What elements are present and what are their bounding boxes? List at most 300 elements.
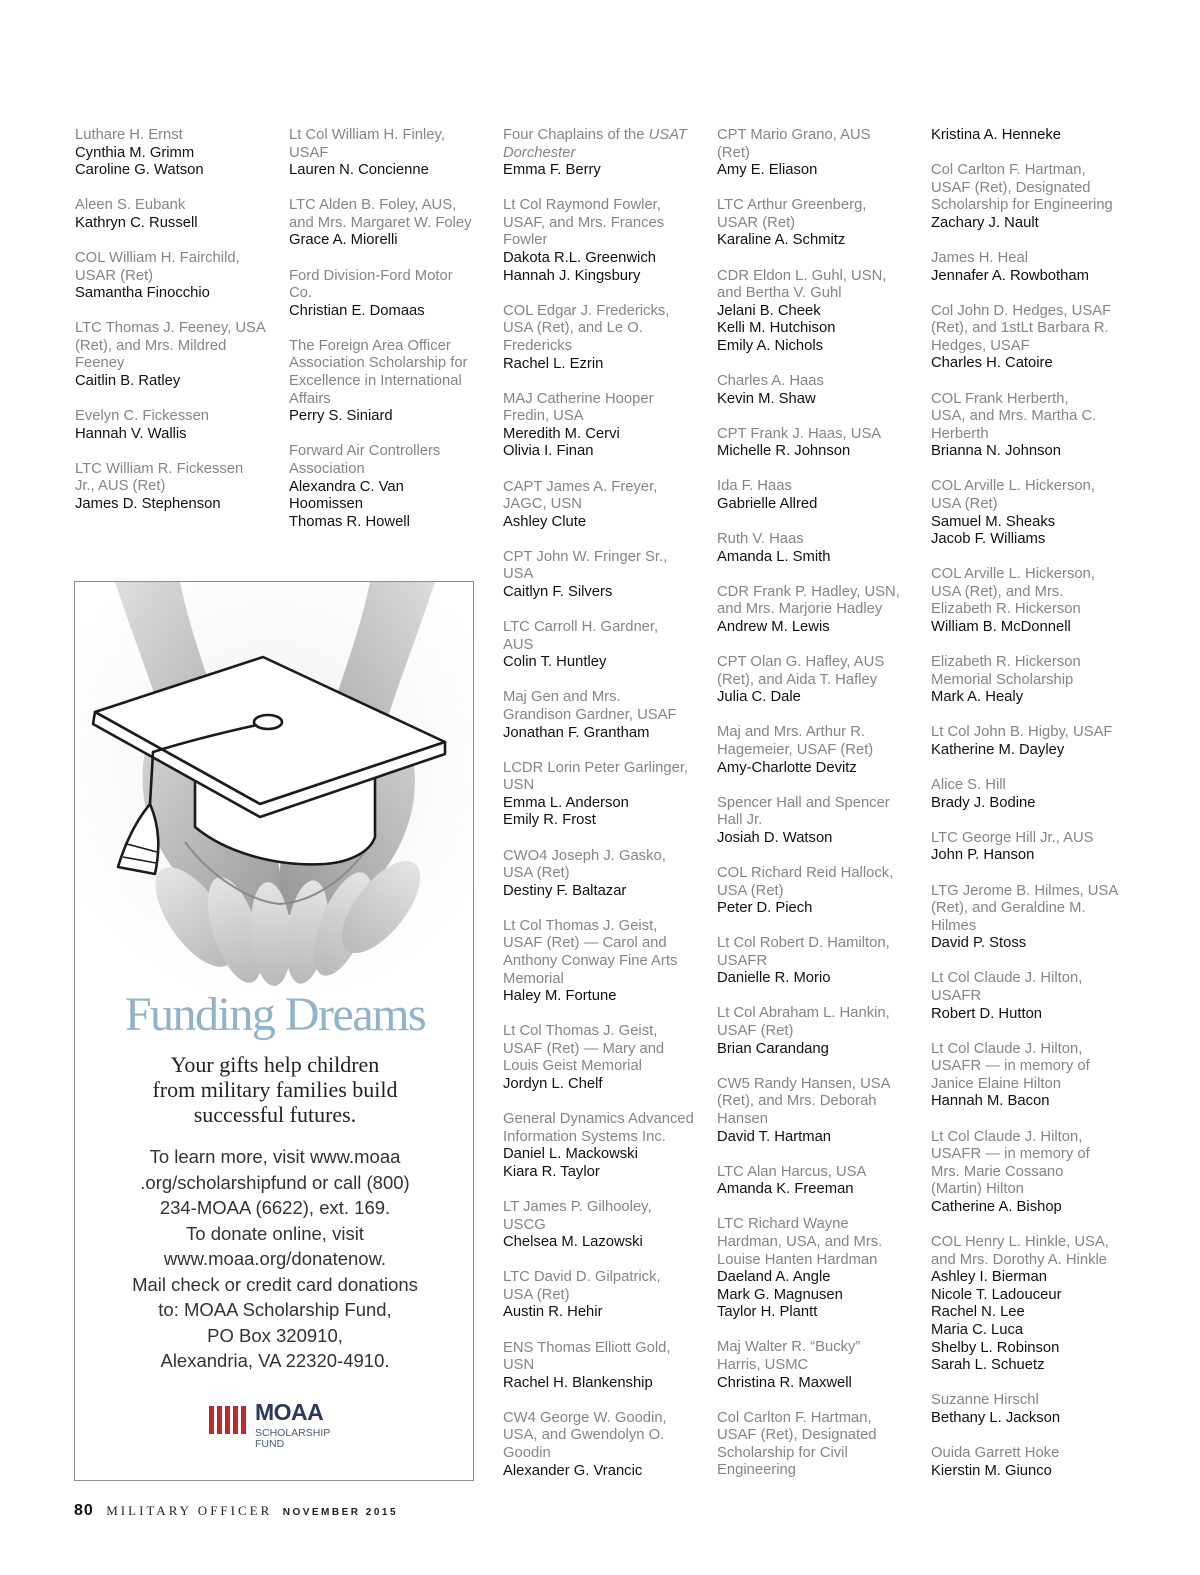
ad-subhead-line: from military families build bbox=[152, 1077, 398, 1102]
recipient-name: Ashley I. Bierman bbox=[931, 1269, 1047, 1286]
ad-subhead bbox=[115, 1052, 435, 1127]
recipient-name: Bethany L. Jackson bbox=[931, 1409, 1061, 1426]
honoree-line: Col Carlton F. Hartman, bbox=[717, 1409, 872, 1426]
moaa-scholarship-fund-logo bbox=[209, 1399, 349, 1459]
recipient-name: Kiara R. Taylor bbox=[503, 1163, 600, 1180]
honoree-line: Col Carlton F. Hartman, bbox=[931, 162, 1086, 179]
recipient-name: Emma L. Anderson bbox=[503, 794, 629, 811]
honoree-line: USA (Ret) bbox=[717, 882, 784, 899]
honoree-line: Anthony Conway Fine Arts bbox=[503, 952, 678, 969]
honoree-line: (Ret) bbox=[717, 144, 750, 161]
honor-roll-entry bbox=[503, 760, 699, 830]
recipient-name: Hoomissen bbox=[289, 496, 364, 513]
honor-roll-entry bbox=[931, 303, 1127, 373]
recipient-name: William B. McDonnell bbox=[931, 619, 1071, 636]
honor-roll-entry bbox=[717, 531, 913, 566]
honoree-line: LT James P. Gilhooley, bbox=[503, 1199, 652, 1215]
honoree-line: Memorial bbox=[503, 970, 564, 987]
honoree-line: Elizabeth R. Hickerson bbox=[931, 654, 1081, 671]
honor-roll-entry bbox=[717, 127, 913, 180]
recipient-name: Rachel H. Blankenship bbox=[503, 1374, 653, 1391]
honor-roll-entry bbox=[503, 391, 699, 461]
recipient-name: Peter D. Piech bbox=[717, 900, 813, 917]
honoree-line: USAR (Ret) bbox=[75, 267, 154, 284]
recipient-name: Grace A. Miorelli bbox=[289, 232, 398, 249]
honoree-line: Dorchester bbox=[503, 144, 576, 161]
recipient-name: Emily R. Frost bbox=[503, 812, 596, 829]
honor-roll-entry bbox=[503, 848, 699, 901]
recipient-name: Colin T. Huntley bbox=[503, 654, 607, 671]
honor-roll-entry bbox=[75, 461, 271, 514]
honor-roll-entry bbox=[289, 197, 485, 250]
honor-roll-entry bbox=[503, 1269, 699, 1322]
honoree-line: General Dynamics Advanced bbox=[503, 1111, 694, 1128]
recipient-name: Hannah M. Bacon bbox=[931, 1093, 1050, 1110]
honoree-line: Maj Walter R. “Bucky” bbox=[717, 1339, 861, 1356]
honoree-line: and Mrs. Dorothy A. Hinkle bbox=[931, 1251, 1107, 1268]
honoree-line: (Ret), and 1stLt Barbara R. bbox=[931, 320, 1109, 337]
honor-roll-entry bbox=[931, 250, 1127, 285]
recipient-name: Daeland A. Angle bbox=[717, 1269, 831, 1286]
recipient-name: Charles H. Catoire bbox=[931, 355, 1053, 372]
flag-stripes-icon bbox=[209, 1404, 249, 1436]
honor-roll-entry bbox=[717, 1164, 913, 1199]
honor-roll-entry bbox=[931, 478, 1127, 548]
honoree-line: Four Chaplains of the USAT bbox=[503, 127, 687, 143]
honor-roll-entry bbox=[931, 724, 1127, 759]
honor-roll-entry bbox=[931, 1445, 1127, 1480]
recipient-name: Karaline A. Schmitz bbox=[717, 232, 846, 249]
honoree-line: USAF (Ret) — Carol and bbox=[503, 935, 667, 952]
recipient-name: Shelby L. Robinson bbox=[931, 1339, 1060, 1356]
ad-body-line: 234-MOAA (6622), ext. 169. bbox=[159, 1197, 391, 1218]
recipient-name: Caroline G. Watson bbox=[75, 162, 204, 179]
ad-body-line: to: MOAA Scholarship Fund, bbox=[158, 1299, 392, 1320]
recipient-name: Kierstin M. Giunco bbox=[931, 1462, 1052, 1479]
honoree-line: JAGC, USN bbox=[503, 496, 582, 513]
honoree-line: Memorial Scholarship bbox=[931, 671, 1074, 688]
recipient-name: Samantha Finocchio bbox=[75, 285, 210, 302]
honor-roll-entry bbox=[503, 689, 699, 742]
honor-roll-entry bbox=[717, 724, 913, 777]
recipient-name: Perry S. Siniard bbox=[289, 408, 393, 425]
logo-subtitle: SCHOLARSHIP FUND bbox=[255, 1427, 331, 1450]
honoree-line: USAFR bbox=[931, 987, 982, 1004]
honoree-line: Excellence in International bbox=[289, 373, 462, 390]
honoree-line: (Ret), and Mrs. Mildred bbox=[75, 337, 227, 354]
honoree-line: LTC George Hill Jr., AUS bbox=[931, 829, 1094, 846]
honoree-line: CPT Olan G. Hafley, AUS bbox=[717, 654, 885, 671]
honor-roll-entry bbox=[931, 654, 1127, 707]
honoree-line: CWO4 Joseph J. Gasko, bbox=[503, 847, 666, 864]
honoree-line: USAFR — in memory of bbox=[931, 1146, 1090, 1163]
ad-body-line: www.moaa.org/donatenow. bbox=[163, 1248, 387, 1269]
honoree-line: USA, and Gwendolyn O. bbox=[503, 1427, 665, 1444]
honoree-line: Lt Col Thomas J. Geist, bbox=[503, 1023, 658, 1040]
honor-roll-entry bbox=[75, 197, 271, 232]
honor-roll-entry bbox=[931, 1129, 1127, 1217]
recipient-name: Jordyn L. Chelf bbox=[503, 1076, 603, 1093]
honor-roll-entry bbox=[717, 426, 913, 461]
recipient-name: Alexander G. Vrancic bbox=[503, 1462, 643, 1479]
honoree-line: Lt Col Claude J. Hilton, bbox=[931, 1040, 1083, 1057]
honoree-line: LTC William R. Fickessen bbox=[75, 460, 244, 477]
honor-roll-entry bbox=[503, 918, 699, 1006]
honor-roll-entry bbox=[289, 127, 485, 180]
recipient-name: Mark G. Magnusen bbox=[717, 1286, 843, 1303]
recipient-name: John P. Hanson bbox=[931, 847, 1035, 864]
recipient-name: Amanda K. Freeman bbox=[717, 1181, 854, 1198]
recipient-name: Cynthia M. Grimm bbox=[75, 144, 195, 161]
honoree-line: and Mrs. Marjorie Hadley bbox=[717, 601, 883, 618]
honoree-line: Lt Col Claude J. Hilton, bbox=[931, 970, 1083, 987]
issue-date: NOVEMBER 2015 bbox=[282, 1507, 399, 1518]
ad-body-line: PO Box 320910, bbox=[207, 1324, 343, 1346]
honoree-line: (Ret), and Geraldine M. bbox=[931, 900, 1086, 917]
recipient-name: Caitlyn F. Silvers bbox=[503, 583, 613, 600]
honor-roll-entry bbox=[503, 1340, 699, 1393]
honoree-line: CAPT James A. Freyer, bbox=[503, 478, 658, 495]
honor-roll-entry bbox=[503, 303, 699, 373]
honoree-line: CW5 Randy Hansen, USA bbox=[717, 1075, 891, 1092]
honor-roll-entry bbox=[503, 127, 699, 180]
honoree-line: COL Arville L. Hickerson, bbox=[931, 478, 1095, 495]
recipient-name: Dakota R.L. Greenwich bbox=[503, 250, 656, 267]
honoree-line: Fowler bbox=[503, 232, 548, 249]
recipient-name: Taylor H. Plantt bbox=[717, 1304, 818, 1321]
recipient-name: Josiah D. Watson bbox=[717, 829, 833, 846]
ad-body-line: Mail check or credit card donations bbox=[132, 1273, 418, 1295]
honoree-line: Forward Air Controllers bbox=[289, 443, 441, 460]
recipient-name: Christian E. Domaas bbox=[289, 302, 425, 319]
honoree-line: Alice S. Hill bbox=[931, 777, 1006, 794]
honoree-line: Association bbox=[289, 460, 365, 477]
honor-roll-entry bbox=[717, 373, 913, 408]
list-column-5 bbox=[931, 127, 1127, 1498]
recipient-name: Hannah J. Kingsbury bbox=[503, 267, 641, 284]
recipient-name: Caitlin B. Ratley bbox=[75, 373, 181, 390]
recipient-name: Jacob F. Williams bbox=[931, 531, 1046, 548]
honor-roll-entry bbox=[503, 1199, 699, 1252]
honoree-line: Evelyn C. Fickessen bbox=[75, 408, 210, 425]
honoree-line: Grandison Gardner, USAF bbox=[503, 706, 677, 723]
recipient-name: Emily A. Nichols bbox=[717, 337, 824, 354]
ad-subhead-line: Your gifts help children bbox=[170, 1052, 380, 1077]
honoree-line: COL Arville L. Hickerson, bbox=[931, 566, 1095, 583]
recipient-name: Amy-Charlotte Devitz bbox=[717, 759, 857, 776]
honoree-line: Ida F. Haas bbox=[717, 478, 792, 495]
honor-roll-entry bbox=[503, 479, 699, 532]
honoree-line: Mrs. Marie Cossano bbox=[931, 1163, 1064, 1180]
honoree-line: Hagemeier, USAF (Ret) bbox=[717, 741, 874, 758]
honoree-line: USA bbox=[503, 566, 534, 583]
honoree-line: (Martin) Hilton bbox=[931, 1181, 1024, 1198]
recipient-name: Meredith M. Cervi bbox=[503, 425, 620, 442]
honor-roll-entry bbox=[503, 1023, 699, 1093]
recipient-name: Lauren N. Concienne bbox=[289, 162, 429, 179]
recipient-name: Emma F. Berry bbox=[503, 162, 601, 179]
honor-roll-entry bbox=[717, 197, 913, 250]
honoree-line: The Foreign Area Officer bbox=[289, 337, 451, 354]
honoree-line: CDR Frank P. Hadley, USN, bbox=[717, 583, 900, 600]
honor-roll-entry bbox=[717, 654, 913, 707]
ad-body-line: To donate online, visit bbox=[186, 1222, 364, 1244]
list-column-4 bbox=[717, 127, 913, 1498]
honoree-line: COL Richard Reid Hallock, bbox=[717, 864, 894, 881]
recipient-name: Julia C. Dale bbox=[717, 689, 801, 706]
honoree-line: Ford Division-Ford Motor bbox=[289, 267, 453, 284]
honor-roll-entry bbox=[717, 1216, 913, 1322]
recipient-name: Brian Carandang bbox=[717, 1040, 829, 1057]
honoree-line: Lt Col Robert D. Hamilton, bbox=[717, 935, 890, 952]
honoree-line: Jr., AUS (Ret) bbox=[75, 478, 166, 495]
honoree-line: CPT Mario Grano, AUS bbox=[717, 127, 871, 143]
recipient-name: Ashley Clute bbox=[503, 513, 587, 530]
recipient-name: James D. Stephenson bbox=[75, 496, 221, 512]
honoree-line: USAF, and Mrs. Frances bbox=[503, 214, 665, 231]
recipient-name: Samuel M. Sheaks bbox=[931, 513, 1056, 530]
honoree-line: (Ret), and Aida T. Hafley bbox=[717, 671, 878, 688]
recipient-name: Haley M. Fortune bbox=[503, 988, 617, 1005]
honor-roll-entry bbox=[503, 1410, 699, 1480]
honoree-line: Fredin, USA bbox=[503, 408, 584, 425]
honoree-line: USAF bbox=[289, 144, 329, 161]
honoree-line: Charles A. Haas bbox=[717, 373, 824, 390]
honor-roll-entry bbox=[503, 619, 699, 672]
honor-roll-entry bbox=[75, 127, 271, 180]
recipient-name: David T. Hartman bbox=[717, 1128, 832, 1145]
honoree-line: MAJ Catherine Hooper bbox=[503, 390, 654, 407]
list-column-1 bbox=[75, 127, 271, 531]
recipient-name: Jelani B. Cheek bbox=[717, 302, 821, 319]
recipient-name: Mark A. Healy bbox=[931, 689, 1024, 706]
honor-roll-entry bbox=[717, 478, 913, 513]
recipient-name: Michelle R. Johnson bbox=[717, 443, 851, 460]
honoree-line: Harris, USMC bbox=[717, 1356, 809, 1373]
honoree-line: USA (Ret), and Le O. bbox=[503, 320, 643, 337]
honor-roll-entry bbox=[503, 549, 699, 602]
recipient-name: Olivia I. Finan bbox=[503, 443, 594, 460]
honoree-line: Hardman, USA, and Mrs. bbox=[717, 1233, 883, 1250]
honor-roll-entry bbox=[289, 338, 485, 426]
ad-subhead-line: successful futures. bbox=[193, 1102, 357, 1127]
honoree-line: Affairs bbox=[289, 390, 331, 407]
honoree-line: LCDR Lorin Peter Garlinger, bbox=[503, 759, 689, 776]
page-footer bbox=[74, 1502, 398, 1520]
honoree-line: LTC Alden B. Foley, AUS, bbox=[289, 197, 457, 214]
recipient-name: Danielle R. Morio bbox=[717, 970, 831, 987]
honor-roll-entry bbox=[289, 443, 485, 531]
honor-roll-entry bbox=[717, 584, 913, 637]
honor-roll-entry bbox=[75, 250, 271, 303]
honoree-line: Herberth bbox=[931, 425, 989, 442]
recipient-name: Thomas R. Howell bbox=[289, 513, 410, 530]
honoree-line: Association Scholarship for bbox=[289, 355, 468, 372]
recipient-name: Sarah L. Schuetz bbox=[931, 1357, 1045, 1374]
honor-roll-entry bbox=[717, 865, 913, 918]
honoree-line: Louise Hanten Hardman bbox=[717, 1251, 878, 1268]
ad-body-line: To learn more, visit www.moaa bbox=[149, 1146, 401, 1167]
honoree-line: Ouida Garrett Hoke bbox=[931, 1444, 1060, 1461]
honoree-line: (Ret), and Mrs. Deborah bbox=[717, 1093, 877, 1110]
honoree-line: and Bertha V. Guhl bbox=[717, 285, 842, 302]
honoree-line: USA, and Mrs. Martha C. bbox=[931, 408, 1097, 425]
honor-roll-entry bbox=[503, 197, 699, 285]
honoree-line: USCG bbox=[503, 1216, 546, 1233]
honoree-line: USA (Ret), and Mrs. bbox=[931, 583, 1064, 600]
recipient-name: Jonathan F. Grantham bbox=[503, 724, 650, 741]
recipient-name: Rachel L. Ezrin bbox=[503, 355, 604, 372]
honoree-line: Hall Jr. bbox=[717, 812, 763, 829]
honoree-line: Goodin bbox=[503, 1445, 551, 1462]
recipient-name: Hannah V. Wallis bbox=[75, 425, 187, 442]
recipient-name: Brianna N. Johnson bbox=[931, 443, 1061, 460]
recipient-name: Austin R. Hehir bbox=[503, 1304, 603, 1321]
honor-roll-entry bbox=[931, 1392, 1127, 1427]
honoree-line: USA (Ret) bbox=[503, 1286, 570, 1303]
honor-roll-entry bbox=[717, 1410, 913, 1480]
honor-roll-entry bbox=[931, 127, 1127, 145]
honoree-line: Information Systems Inc. bbox=[503, 1128, 666, 1145]
honor-roll-entry bbox=[717, 1005, 913, 1058]
honoree-line: CPT John W. Fringer Sr., bbox=[503, 548, 668, 565]
honoree-line: USAF (Ret) bbox=[717, 1023, 794, 1040]
honor-roll-entry bbox=[75, 320, 271, 390]
recipient-name: Brady J. Bodine bbox=[931, 794, 1036, 811]
honoree-line: Engineering bbox=[717, 1462, 796, 1479]
honoree-line: LTC David D. Gilpatrick, bbox=[503, 1269, 661, 1286]
honor-roll-entry bbox=[717, 795, 913, 848]
magazine-name: MILITARY OFFICER bbox=[106, 1503, 273, 1518]
recipient-name: Nicole T. Ladouceur bbox=[931, 1286, 1062, 1303]
honoree-line: Scholarship for Civil bbox=[717, 1444, 848, 1461]
honor-roll-entry bbox=[931, 1041, 1127, 1111]
honor-roll-entry bbox=[717, 935, 913, 988]
honor-roll-entry bbox=[931, 391, 1127, 461]
honoree-line: USAF (Ret), Designated bbox=[717, 1427, 877, 1444]
honor-roll-entry bbox=[503, 1111, 699, 1181]
ad-body-text bbox=[105, 1144, 445, 1374]
recipient-name: Alexandra C. Van bbox=[289, 478, 404, 495]
honoree-line: James H. Heal bbox=[931, 249, 1029, 266]
honoree-line: Maj and Mrs. Arthur R. bbox=[717, 724, 866, 741]
honoree-line: CDR Eldon L. Guhl, USN, bbox=[717, 267, 887, 284]
honor-roll-entry bbox=[931, 883, 1127, 953]
recipient-name: Christina R. Maxwell bbox=[717, 1374, 852, 1391]
honoree-line: Lt Col Abraham L. Hankin, bbox=[717, 1005, 890, 1022]
honor-roll-entry bbox=[717, 268, 913, 356]
honoree-line: Maj Gen and Mrs. bbox=[503, 689, 621, 706]
honoree-line: CPT Frank J. Haas, USA bbox=[717, 425, 882, 442]
honoree-line: Fredericks bbox=[503, 337, 573, 354]
ad-headline: Funding Dreams bbox=[124, 988, 426, 1041]
honoree-line: LTC Thomas J. Feeney, USA bbox=[75, 320, 266, 337]
recipient-name: Zachary J. Nault bbox=[931, 214, 1039, 231]
honoree-line: Hansen bbox=[717, 1110, 769, 1127]
recipient-name: Catherine A. Bishop bbox=[931, 1198, 1062, 1215]
honoree-line: Lt Col Thomas J. Geist, bbox=[503, 917, 658, 934]
recipient-name: Gabrielle Allred bbox=[717, 496, 818, 512]
recipient-name: Kathryn C. Russell bbox=[75, 214, 198, 231]
honoree-line: USAR (Ret) bbox=[717, 214, 796, 231]
honoree-line: USAFR bbox=[717, 952, 768, 969]
honor-roll-entry bbox=[931, 162, 1127, 232]
honor-roll-entry bbox=[289, 268, 485, 321]
logo-wordmark: MOAA bbox=[255, 1399, 324, 1425]
honoree-line: Lt Col Raymond Fowler, bbox=[503, 197, 661, 214]
recipient-name: Rachel N. Lee bbox=[931, 1304, 1025, 1321]
honoree-line: LTC Richard Wayne bbox=[717, 1216, 849, 1233]
honor-roll-entry bbox=[931, 566, 1127, 636]
honoree-line: USN bbox=[503, 1357, 535, 1374]
recipient-name: Maria C. Luca bbox=[931, 1321, 1024, 1338]
honoree-line: Spencer Hall and Spencer bbox=[717, 794, 890, 811]
recipient-name: Amy E. Eliason bbox=[717, 162, 818, 179]
honoree-line: Hilmes bbox=[931, 917, 977, 934]
honoree-line: Scholarship for Engineering bbox=[931, 197, 1113, 214]
honoree-line: Hedges, USAF bbox=[931, 337, 1030, 354]
honor-roll-entry bbox=[75, 408, 271, 443]
list-column-2 bbox=[289, 127, 485, 549]
honor-roll-entry bbox=[931, 777, 1127, 812]
recipient-name: Kristina A. Henneke bbox=[931, 127, 1061, 143]
honoree-line: Col John D. Hedges, USAF bbox=[931, 302, 1112, 319]
honoree-line: LTC Alan Harcus, USA bbox=[717, 1163, 867, 1180]
honoree-line: LTC Arthur Greenberg, bbox=[717, 197, 867, 214]
recipient-name: David P. Stoss bbox=[931, 935, 1027, 952]
recipient-name: Daniel L. Mackowski bbox=[503, 1146, 638, 1163]
honoree-line: and Mrs. Margaret W. Foley bbox=[289, 214, 472, 231]
honoree-line: COL Edgar J. Fredericks, bbox=[503, 302, 670, 319]
honoree-line: Louis Geist Memorial bbox=[503, 1058, 642, 1075]
honoree-line: Co. bbox=[289, 285, 313, 302]
honoree-line: Luthare H. Ernst bbox=[75, 127, 183, 143]
ad-body-line: .org/scholarshipfund or call (800) bbox=[140, 1171, 410, 1193]
honoree-line: USN bbox=[503, 777, 535, 794]
recipient-name: Kevin M. Shaw bbox=[717, 390, 816, 407]
recipient-name: Robert D. Hutton bbox=[931, 1005, 1043, 1022]
cupped-hands-graduation-cap-illustration bbox=[75, 582, 474, 987]
ad-body-line: Alexandria, VA 22320-4910. bbox=[160, 1350, 390, 1371]
recipient-name: Chelsea M. Lazowski bbox=[503, 1234, 643, 1251]
honoree-line: Elizabeth R. Hickerson bbox=[931, 601, 1081, 618]
recipient-name: Kelli M. Hutchison bbox=[717, 320, 836, 337]
honoree-line: Ruth V. Haas bbox=[717, 531, 804, 548]
honoree-line: COL William H. Fairchild, bbox=[75, 249, 240, 266]
list-column-3 bbox=[503, 127, 699, 1498]
honoree-line: USAFR — in memory of bbox=[931, 1058, 1090, 1075]
honoree-line: Lt Col Claude J. Hilton, bbox=[931, 1128, 1083, 1145]
honoree-line: USA (Ret) bbox=[503, 865, 570, 882]
honoree-line: CW4 George W. Goodin, bbox=[503, 1409, 667, 1426]
honor-roll-entry bbox=[931, 1234, 1127, 1375]
honor-roll-entry bbox=[931, 830, 1127, 865]
honor-roll-entry bbox=[717, 1339, 913, 1392]
honoree-line: Lt Col John B. Higby, USAF bbox=[931, 724, 1113, 741]
honoree-line: COL Frank Herberth, bbox=[931, 390, 1069, 407]
honoree-line: COL Henry L. Hinkle, USA, bbox=[931, 1234, 1109, 1250]
honor-roll-entry bbox=[931, 970, 1127, 1023]
honoree-line: LTC Carroll H. Gardner, bbox=[503, 619, 659, 636]
honoree-line: ENS Thomas Elliott Gold, bbox=[503, 1339, 671, 1356]
page-number: 80 bbox=[74, 1502, 94, 1519]
honor-roll-entry bbox=[717, 1076, 913, 1146]
scholarship-ad bbox=[74, 581, 474, 1481]
recipient-name: Katherine M. Dayley bbox=[931, 742, 1065, 759]
honoree-line: Aleen S. Eubank bbox=[75, 197, 186, 214]
honoree-line: Feeney bbox=[75, 355, 125, 372]
recipient-name: Andrew M. Lewis bbox=[717, 618, 830, 635]
